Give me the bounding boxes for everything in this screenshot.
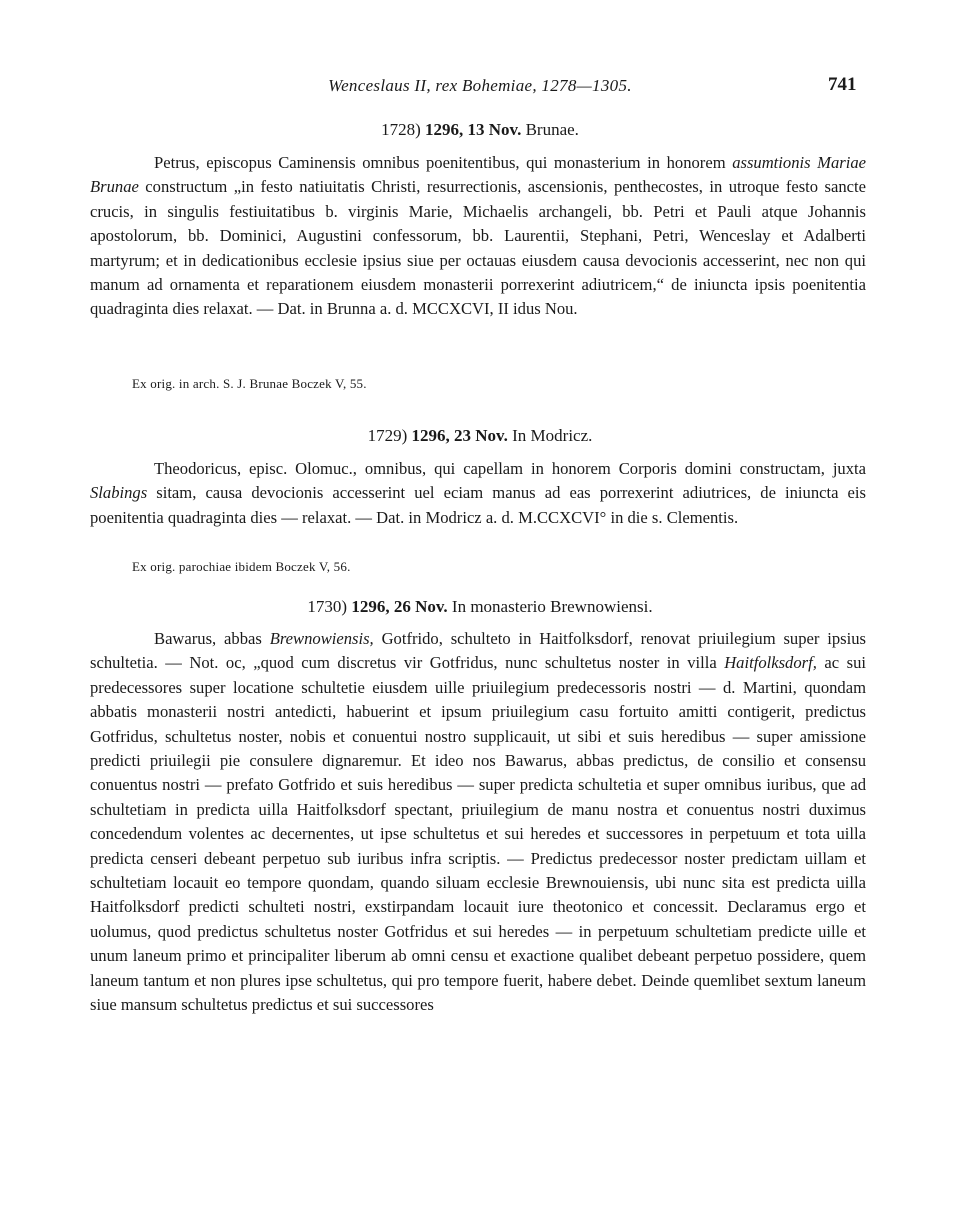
text-segment-italic: Slabings — [90, 483, 148, 503]
text-segment: Theodoricus, episc. Olomuc., omnibus, qui capellam in honorem Corporis domini constructam, juxta — [154, 459, 866, 478]
source-note-1728: Ex orig. in arch. S. J. Brunae Boczek V, 55. — [132, 376, 367, 391]
entry-number: 1728) — [381, 120, 421, 139]
entry-heading-1730 — [0, 597, 960, 617]
text-segment: Petrus, episcopus Caminensis omnibus poenitentibus, qui monasterium in honorem — [154, 153, 733, 172]
entry-text-1730 — [90, 627, 866, 1018]
entry-text-1729 — [90, 457, 866, 530]
text-segment: constructum „in festo natiuitatis Christi, resurrectionis, ascensionis, penthecostes, in utroque festo sancte crucis, in singulis festiuitatibus b. virginis Marie, Michaelis archangeli, bb. Petri et Pauli atque Johannis apostolorum, bb. Dominici, Augustini confessorum, bb. Laurentii, Stephani, Petri, Wenceslay et Adalberti martyrum; et in dedicationibus ecclesie ipsius siue per octauas eiusdem causa devocionis accesserint, nec non qui manum ad ornamenta et reparationem eiusdem monasterii porrexerint adiutricem,“ de iniuncta ipsis poenitentia quadraginta dies relaxat. — Dat. in Brunna a. d. MCCXCVI, II idus Nou. — [90, 177, 866, 319]
entry-number: 1730) — [307, 597, 348, 616]
source-note-1729: Ex orig. parochiae ibidem Boczek V, 56. — [132, 559, 351, 574]
entry-text-1728 — [90, 151, 866, 322]
page-number: 741 — [828, 74, 857, 95]
text-segment-italic: Brewnowiensis, — [269, 629, 374, 648]
entry-place: In Modricz. — [512, 426, 593, 445]
running-title: Wenceslaus II, rex Bohemiae, 1278—1305. — [328, 76, 632, 95]
entry-date: 1296, 26 Nov. — [351, 597, 448, 616]
entry-number: 1729) — [367, 426, 408, 445]
entry-place: Brunae. — [525, 120, 579, 139]
entry-heading-1728 — [0, 120, 960, 140]
entry-place: In monasterio Brewnowiensi. — [451, 597, 653, 616]
text-segment-italic: assumtionis Mariae Brunae — [90, 153, 866, 197]
entry-date: 1296, 23 Nov. — [411, 426, 508, 445]
text-segment-italic: Haitfolksdorf, — [724, 653, 817, 673]
entry-date: 1296, 13 Nov. — [424, 120, 522, 139]
text-segment: sitam, causa devocionis accesserint uel eciam manus ad eas porrexerint adiutrices, de iniuncta eis poenitentia quadraginta dies — relaxat. — Dat. in Modricz a. d. M.CCXCVI° in die s. Clementis. — [90, 483, 866, 527]
text-segment: ac sui predecessores super locatione schultetie eiusdem uille priuilegium predecessoris nostri — d. Martini, quondam abbatis monasterii nostri antedicti, habuerint et ipsum priuilegium casu fortuito amitti contigerit, predictus Gotfridus, schultetus noster, nobis et conuentui nostro supplicauit, ut sibi et suis heredibus — super amissione predicti priuilegii pie consulere dignaremur. Et ideo nos Bawarus, abbas predictus, de consilio et consensu conuentus nostri — prefato Gotfrido et suis heredibus — super predicta schultetia et super omnibus iuribus, que ad schultetiam in predicta uilla Haitfolksdorf spectant, priuilegium de manu nostra et conuentus nostri duximus concedendum volentes ac decernentes, ut ipse schultetus et sui heredes et successores in perpetuum et tota uilla predicta censeri debeant perpetuo sub iuribus infra scriptis. — Predictus predecessor noster predictam uillam et schultetiam locauit eo tempore quondam, quando siluam ecclesie Brewnouiensis, ubi nunc sita est predicta uilla Haitfolksdorf predicti schulteti nostri, exstirpandam locauit iure theotonico et concessit. Declaramus ergo et uolumus, quod predictus schultetus noster Gotfridus et sui heredes — in perpetuum schultetiam predicte uille et unum laneum primo et principaliter liberum ab omni censu et exactione qualibet debeant perpetuo possidere, quem laneum tantum et non plures ipse schultetus, qui pro tempore fuerit, habere debet. Deinde quemlibet sextum laneum siue mansum schultetus predictus et sui successores — [90, 653, 866, 1015]
entry-heading-1729 — [0, 426, 960, 446]
text-segment: Gotfrido, schulteto in Haitfolksdorf, renovat priuilegium super ipsius schultetia. — Not. oc, „quod cum discretus vir Gotfridus, nunc schultetus noster in villa — [90, 629, 866, 673]
text-segment: Bawarus, abbas — [154, 629, 270, 648]
